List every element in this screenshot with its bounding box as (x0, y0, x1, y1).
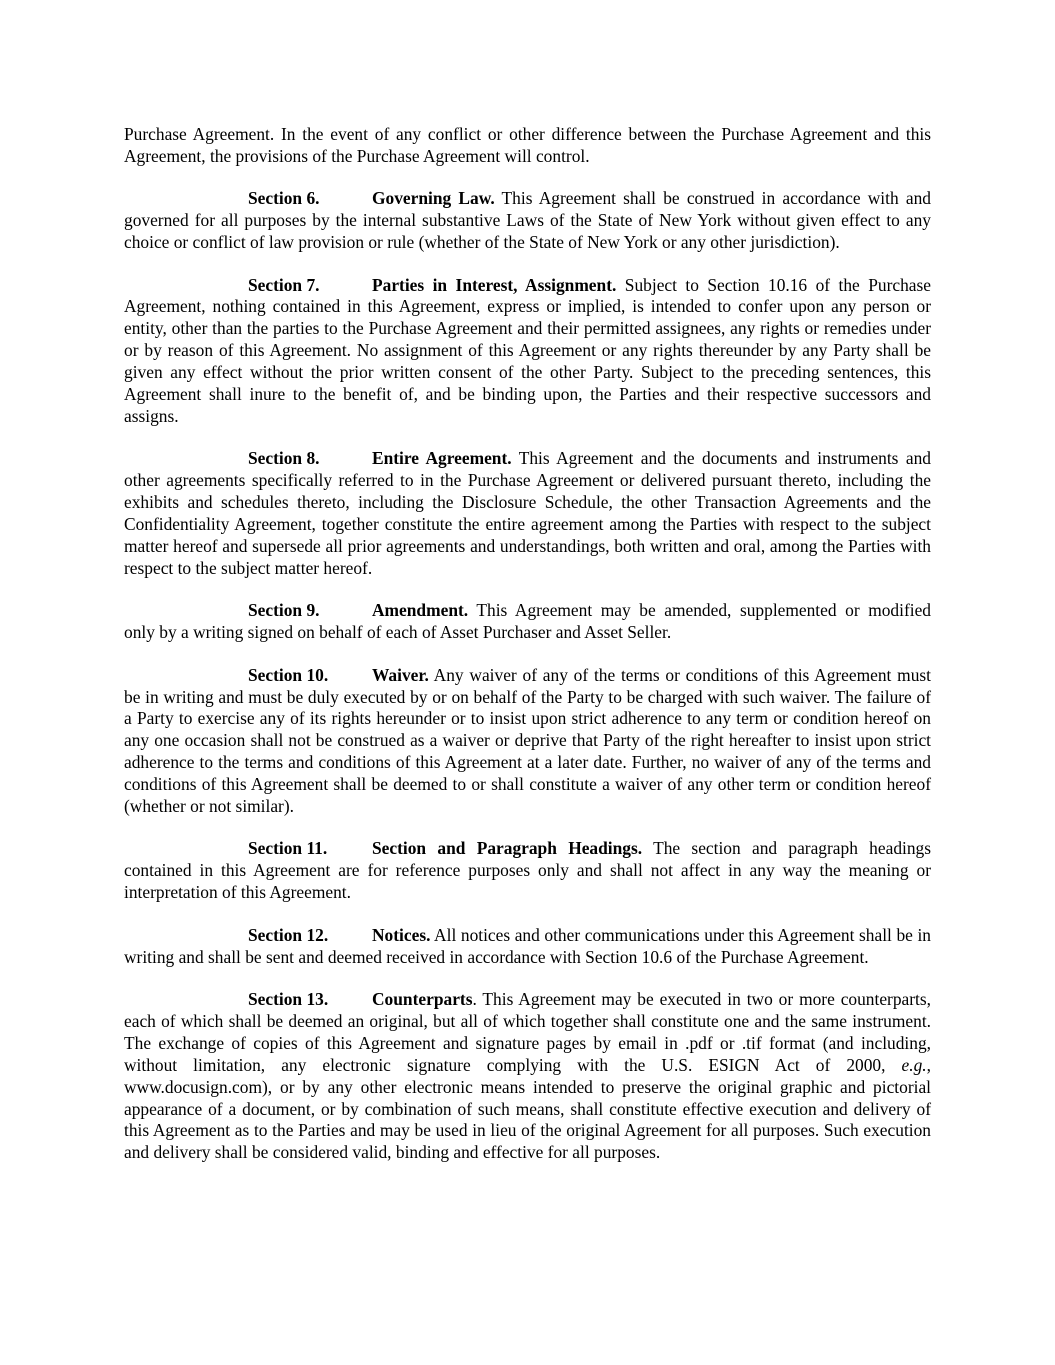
section-text: All notices and other communications under this Agreement shall be in writing and shall be sent and deemed received in accordance with Section 10.6 of the Purchase Agreement. (124, 924, 931, 967)
section-11-paragraph (124, 838, 931, 904)
section-title: Amendment. (372, 600, 469, 621)
section-title: Notices. (372, 924, 431, 945)
section-10-paragraph (124, 665, 931, 818)
section-number: Section 7. (248, 274, 320, 295)
document-page (124, 124, 931, 1185)
section-title: Governing Law. (372, 188, 495, 209)
section-title: Counterparts (372, 989, 473, 1009)
section-title: Parties in Interest, Assignment. (372, 274, 617, 295)
section-number: Section 13. (248, 989, 329, 1009)
section-number: Section 12. (248, 924, 329, 945)
section-text: This Agreement and the documents and instruments and other agreements specifically referred to in the Purchase Agreement or delivered pursuant thereto, including the exhibits and schedules thereto, including the Disclosure Schedule, the other Transaction Agreements and the Confidentiality Agreement, together constitute the entire agreement among the Parties with respect to the subject matter hereof and supersede all prior agreements and understandings, both written and oral, among the Parties with respect to the subject matter hereof. (124, 448, 931, 578)
section-text: This Agreement may be executed in two or more counterparts, each of which shall be deemed an original, but all of which together shall constitute one and the same instrument. The exchange of copies of this Agreement and signature pages by email in .pdf or .tif format (and including, without limitation, any electronic signature complying with the U.S. ESIGN Act of 2000, (124, 989, 931, 1075)
section-9-paragraph (124, 600, 931, 644)
section-text-italic: e.g. (901, 1054, 927, 1075)
paragraph-continuation (124, 124, 931, 168)
section-8-paragraph (124, 448, 931, 579)
paragraph-text: Purchase Agreement. In the event of any conflict or other difference between the Purchase Agreement and this Agreement, the provisions of the Purchase Agreement will control. (124, 124, 931, 166)
section-title: Waiver. (372, 664, 429, 685)
section-number: Section 10. (248, 664, 329, 685)
section-number: Section 6. (248, 188, 320, 209)
section-text: Subject to Section 10.16 of the Purchase Agreement, nothing contained in this Agreement, express or implied, is intended to confer upon any person or entity, other than the parties to the Purchase Agreement and their permitted assignees, any rights or remedies under or by reason of this Agreement. No assignment of this Agreement or any rights thereunder by any Party shall be given any effect without the prior written consent of the other Party. Subject to the preceding sentences, this Agreement shall inure to the benefit of, and be binding upon, the Parties and their respective successors and assigns. (124, 274, 931, 426)
section-title: Entire Agreement. (372, 448, 512, 469)
section-text: This Agreement shall be construed in accordance with and governed for all purposes by the internal substantive Laws of the State of New York without given effect to any choice or conflict of law provision or rule (whether of the State of New York or any other jurisdiction). (124, 188, 931, 253)
section-text: Any waiver of any of the terms or conditions of this Agreement must be in writing and must be duly executed by or on behalf of the Party to be charged with such waiver. The failure of a Party to exercise any of its rights hereunder or to insist upon strict adherence to any term or condition hereof on any one occasion shall not be construed as a waiver or deprive that Party of the right hereafter to insist upon strict adherence to the terms and conditions of this Agreement at a later date. Further, no waiver of any of the terms and conditions of this Agreement shall be deemed to or shall constitute a waiver of any other term or condition hereof (whether or not similar). (124, 664, 931, 817)
section-title: Section and Paragraph Headings. (372, 838, 643, 859)
section-number: Section 9. (248, 600, 320, 621)
section-text: This Agreement may be amended, supplemented or modified only by a writing signed on behalf of each of Asset Purchaser and Asset Seller. (124, 600, 931, 643)
section-7-paragraph (124, 275, 931, 428)
section-text-continued: , www.docusign.com), or by any other electronic means intended to preserve the original graphic and pictorial appearance of a document, or by combination of such means, shall constitute effective execution and delivery of this Agreement as to the Parties and may be used in lieu of the original Agreement for all purposes. Such execution and delivery shall be considered valid, binding and effective for all purposes. (124, 1054, 931, 1163)
section-title-suffix: . (472, 989, 477, 1009)
section-6-paragraph (124, 188, 931, 254)
section-13-paragraph (124, 989, 931, 1164)
section-number: Section 11. (248, 838, 328, 859)
section-text: The section and paragraph headings contained in this Agreement are for reference purposes only and shall not affect in any way the meaning or interpretation of this Agreement. (124, 838, 932, 903)
section-12-paragraph (124, 925, 931, 969)
section-number: Section 8. (248, 448, 320, 469)
